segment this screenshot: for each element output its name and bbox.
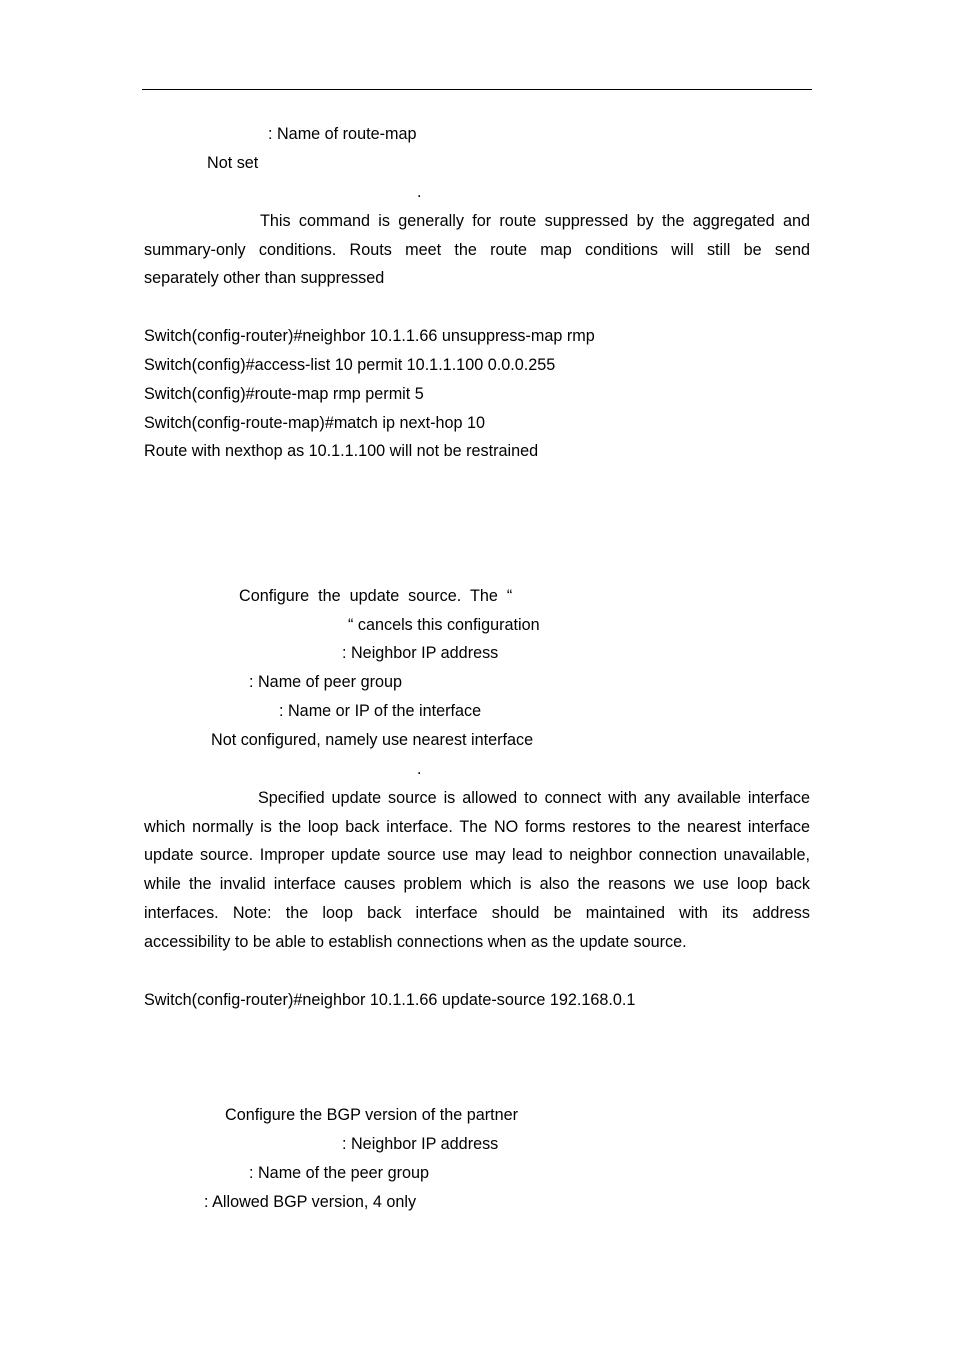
param-ip: : Neighbor IP address: [342, 1135, 499, 1153]
param-group: : Name of the peer group: [249, 1164, 429, 1182]
param-version: : Allowed BGP version, 4 only: [204, 1193, 417, 1211]
example-line: Switch(config-route-map)#match ip next-hop 10: [144, 414, 485, 432]
default-value: Not set: [207, 154, 259, 172]
mode-dot: .: [417, 183, 422, 201]
function-text-cont: “ cancels this configuration: [348, 616, 540, 634]
param-group: : Name of peer group: [249, 673, 402, 691]
function-text: Configure the update source. The “: [239, 587, 513, 605]
usage-line: which normally is the loop back interface. The NO forms restores to the nearest interface: [144, 818, 810, 836]
usage-line: summary-only conditions. Routs meet the route map conditions will still be send: [144, 241, 810, 259]
function-text: Configure the BGP version of the partner: [225, 1106, 519, 1124]
header-rule: [142, 89, 812, 90]
usage-line: This command is generally for route suppressed by the aggregated and: [260, 212, 810, 230]
usage-line: interfaces. Note: the loop back interface should be maintained with its address: [144, 904, 810, 922]
example-line: Switch(config)#access-list 10 permit 10.1.1.100 0.0.0.255: [144, 356, 556, 374]
mode-dot: .: [417, 760, 422, 778]
usage-line: Specified update source is allowed to connect with any available interface: [258, 789, 810, 807]
usage-line: update source. Improper update source use may lead to neighbor connection unavailable,: [144, 846, 810, 864]
default-value: Not configured, namely use nearest interface: [211, 731, 534, 749]
param-ip: : Neighbor IP address: [342, 644, 499, 662]
usage-line: accessibility to be able to establish connections when as the update source.: [144, 933, 687, 951]
example-line: Switch(config-router)#neighbor 10.1.1.66 unsuppress-map rmp: [144, 327, 595, 345]
param-interface: : Name or IP of the interface: [279, 702, 482, 720]
example-line: Switch(config-router)#neighbor 10.1.1.66 update-source 192.168.0.1: [144, 991, 636, 1009]
example-line: Route with nexthop as 10.1.1.100 will not be restrained: [144, 442, 539, 460]
example-line: Switch(config)#route-map rmp permit 5: [144, 385, 424, 403]
usage-line: separately other than suppressed: [144, 269, 385, 287]
usage-line: while the invalid interface causes problem which is also the reasons we use loop back: [144, 875, 810, 893]
param-route-map: : Name of route-map: [268, 125, 417, 143]
